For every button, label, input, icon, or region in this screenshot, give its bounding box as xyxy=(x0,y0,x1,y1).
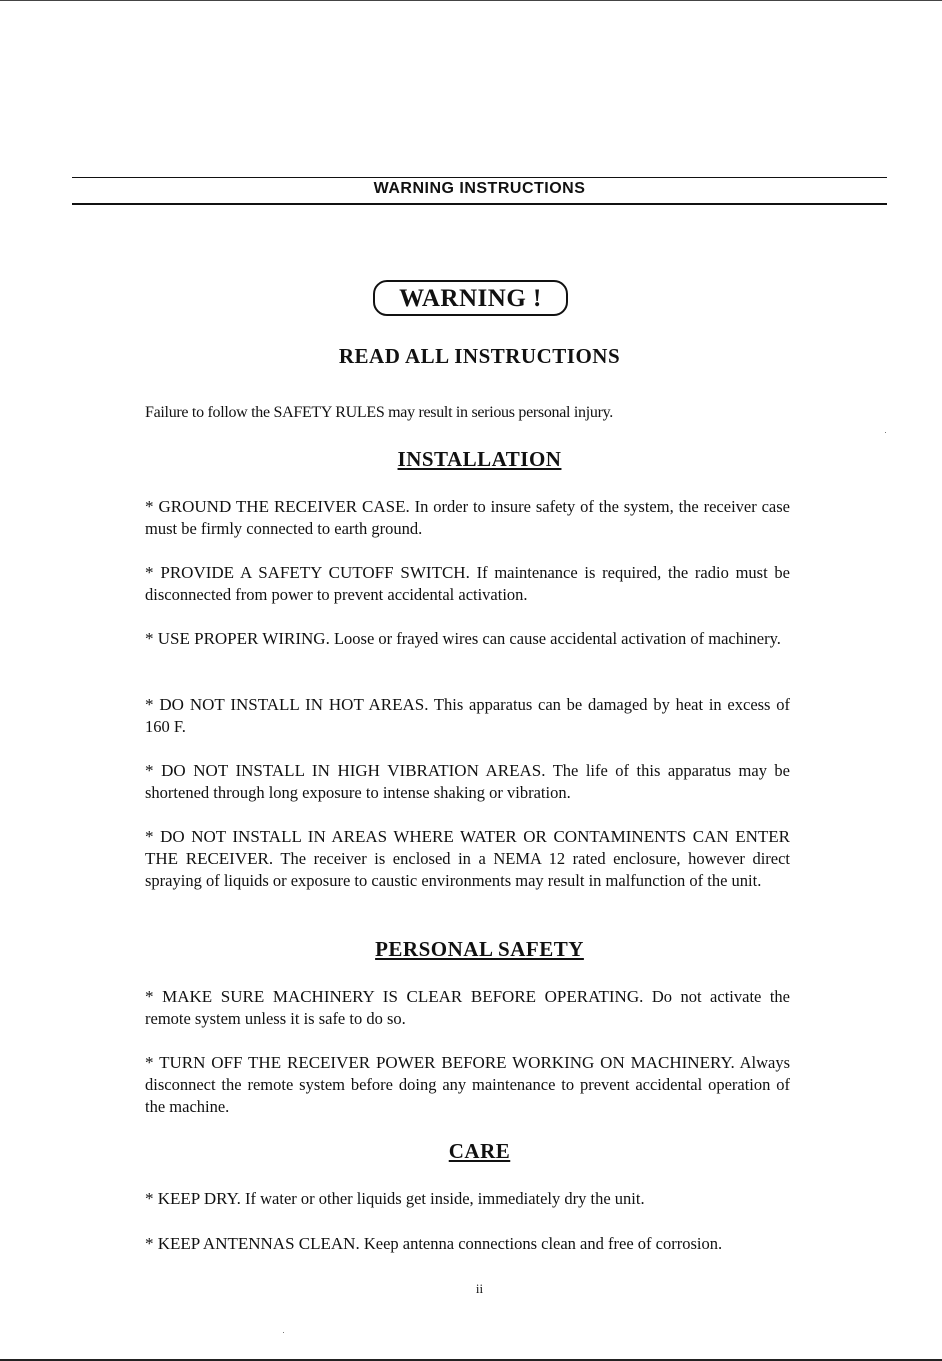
page-header-title: WARNING INSTRUCTIONS xyxy=(373,180,586,197)
item-lead: * KEEP ANTENNAS CLEAN. xyxy=(145,1234,360,1253)
item-lead: * PROVIDE A SAFETY CUTOFF SWITCH. xyxy=(145,563,470,582)
header-rule-top xyxy=(72,177,887,178)
page-top-edge xyxy=(0,0,942,1)
care-item-antennas-clean xyxy=(145,1233,790,1255)
scan-speck xyxy=(885,432,886,433)
installation-item-hot-areas xyxy=(145,694,790,738)
safety-item-machinery-clear xyxy=(145,986,790,1030)
item-body: The life of this apparatus may be shortened through long exposure to intense shaking or vibration. xyxy=(145,761,790,802)
care-item-keep-dry xyxy=(145,1188,790,1210)
item-body: Keep antenna connections clean and free of corrosion. xyxy=(363,1234,723,1253)
safety-item-power-off xyxy=(145,1052,790,1118)
item-lead: * MAKE SURE MACHINERY IS CLEAR BEFORE OPERATING. xyxy=(145,987,644,1006)
item-lead: * KEEP DRY. xyxy=(145,1189,241,1208)
item-body: This apparatus can be damaged by heat in excess of 160 F. xyxy=(145,695,790,736)
warning-label-box xyxy=(373,280,568,316)
personal-safety-heading: PERSONAL SAFETY xyxy=(375,937,584,961)
item-lead: * GROUND THE RECEIVER CASE. xyxy=(145,497,410,516)
item-lead: * DO NOT INSTALL IN AREAS WHERE WATER OR CONTAMINENTS CAN ENTER THE RECEIVER. xyxy=(145,827,790,868)
item-body: Loose or frayed wires can cause accidental activation of machinery. xyxy=(333,629,781,648)
item-body: Do not activate the remote system unless it is safe to do so. xyxy=(145,987,790,1028)
installation-item-vibration-areas xyxy=(145,760,790,804)
item-body: The receiver is enclosed in a NEMA 12 rated enclosure, however direct spraying of liquids or exposure to caustic environments may result in malfunction of the unit. xyxy=(145,849,790,890)
installation-item-ground-case xyxy=(145,496,790,540)
warning-label: WARNING ! xyxy=(399,285,542,312)
intro-text: Failure to follow the SAFETY RULES may result in serious personal injury. xyxy=(145,404,613,421)
installation-item-proper-wiring xyxy=(145,628,790,650)
care-heading: CARE xyxy=(448,1139,511,1163)
installation-heading: INSTALLATION xyxy=(397,447,562,471)
item-lead: * USE PROPER WIRING. xyxy=(145,629,330,648)
item-body: If water or other liquids get inside, immediately dry the unit. xyxy=(245,1189,645,1208)
item-lead: * DO NOT INSTALL IN HOT AREAS. xyxy=(145,695,429,714)
page-number: ii xyxy=(475,1281,484,1296)
scan-speck xyxy=(283,1332,284,1333)
read-all-instructions-heading: READ ALL INSTRUCTIONS xyxy=(338,344,621,368)
header-rule-bottom xyxy=(72,203,887,205)
item-body: In order to insure safety of the system, the receiver case must be firmly connected to earth ground. xyxy=(145,497,790,538)
installation-item-cutoff-switch xyxy=(145,562,790,606)
item-lead: * TURN OFF THE RECEIVER POWER BEFORE WORKING ON MACHINERY. xyxy=(145,1053,735,1072)
item-body: If maintenance is required, the radio must be disconnected from power to prevent accidental activation. xyxy=(145,563,790,604)
item-lead: * DO NOT INSTALL IN HIGH VIBRATION AREAS. xyxy=(145,761,546,780)
installation-item-water-contaminents xyxy=(145,826,790,892)
item-body: Always disconnect the remote system before doing any maintenance to prevent accidental operation of the machine. xyxy=(145,1053,791,1116)
